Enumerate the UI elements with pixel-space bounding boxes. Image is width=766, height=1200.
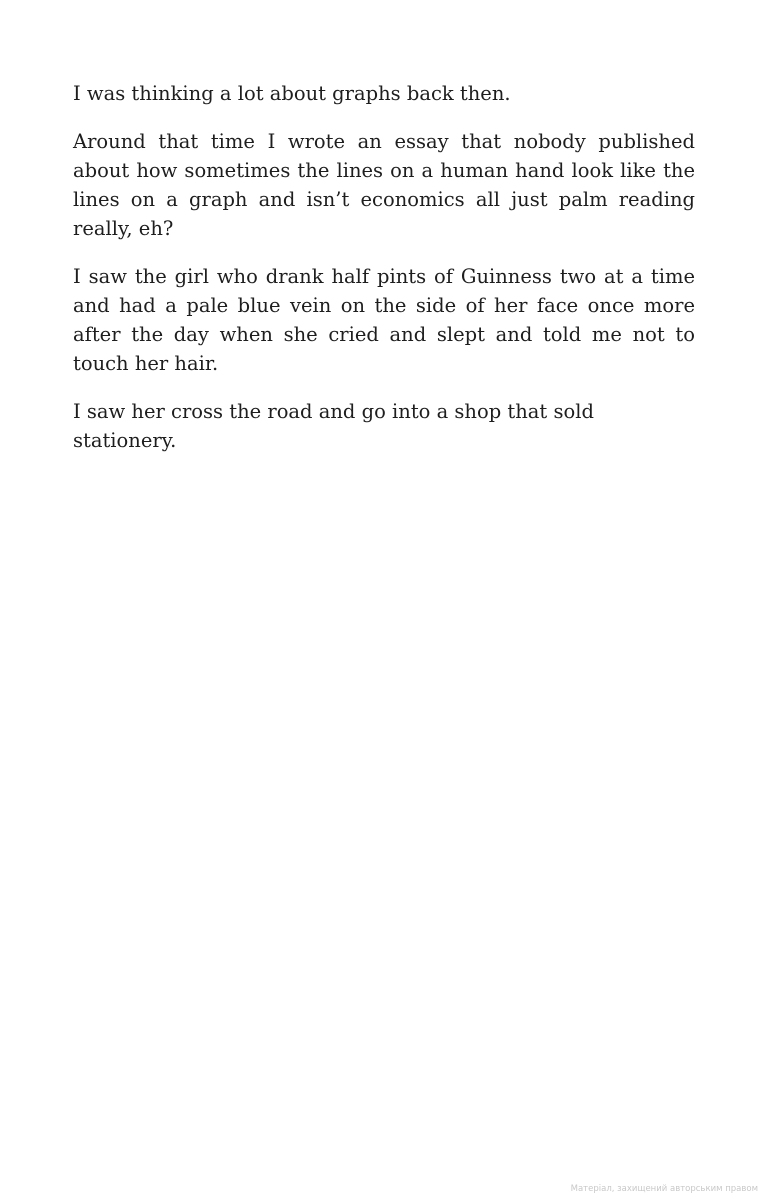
body-text [73,79,695,474]
copyright-watermark: Матеріал, захищений авторським правом [570,1184,758,1194]
paragraph-4: I saw her cross the road and go into a shop that sold stationery. [73,400,594,452]
paragraph-3: I saw the girl who drank half pints of Guinness two at a time and had a pale blue vein on the side of her face once more after the day when she cried and slept and told me not to touch her hair. [73,265,695,375]
paragraph-2: Around that time I wrote an essay that nobody published about how sometimes the lines on a human hand look like the lines on a graph and isn’t economics all just palm reading really, eh? [73,130,695,240]
paragraph-1: I was thinking a lot about graphs back then. [73,82,511,105]
